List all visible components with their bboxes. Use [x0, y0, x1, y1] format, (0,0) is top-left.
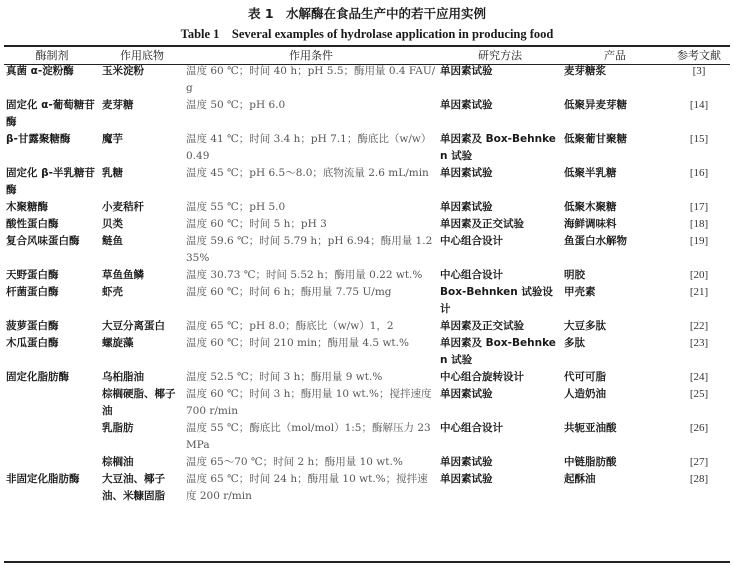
cell-method: 单因素试验	[440, 99, 493, 111]
cell-method: 单因素试验	[440, 201, 493, 213]
cell-substrate: 虾壳	[102, 286, 123, 298]
cell-method: 单因素及 Box-Behnken 试验	[440, 133, 556, 162]
cell-product: 低聚葡甘聚糖	[564, 133, 627, 145]
cell-substrate: 乌桕脂油	[102, 371, 144, 383]
cell-method: 单因素试验	[440, 473, 493, 485]
cell-ref: [25]	[689, 388, 709, 400]
cell-enzyme: 非固定化脂肪酶	[6, 473, 80, 485]
cell-substrate: 棕榈硬脂、椰子油	[102, 388, 176, 417]
cell-condition: 温度 60 ℃；时间 210 min；酶用量 4.5 wt.%	[186, 337, 409, 349]
cell-ref: [27]	[689, 456, 709, 468]
header-substrate: 作用底物	[120, 48, 164, 62]
cell-product: 起酥油	[564, 473, 596, 485]
cell-product: 代可可脂	[564, 371, 606, 383]
table-row	[4, 454, 730, 471]
table-row	[4, 131, 730, 165]
cell-substrate: 大豆油、椰子油、米糠固脂	[102, 473, 165, 502]
cell-product: 中链脂肪酸	[564, 456, 617, 468]
cell-product: 低聚异麦芽糖	[564, 99, 627, 111]
cell-method: 中心组合设计	[440, 235, 503, 247]
table-row	[4, 63, 730, 97]
table-row	[4, 284, 730, 318]
cell-ref: [18]	[689, 218, 709, 230]
cell-condition: 温度 60 ℃；时间 40 h；pH 5.5；酶用量 0.4 FAU/g	[186, 65, 436, 94]
table-row	[4, 233, 730, 267]
table-row	[4, 97, 730, 131]
cell-enzyme: 复合风味蛋白酶	[6, 235, 80, 247]
table-row	[4, 216, 730, 233]
cell-condition: 温度 60 ℃；时间 3 h；酶用量 10 wt.%；搅拌速度 700 r/min	[186, 388, 432, 417]
cell-method: 单因素及 Box-Behnken 试验	[440, 337, 556, 366]
cell-substrate: 草鱼鱼鳞	[102, 269, 144, 281]
cell-substrate: 鲢鱼	[102, 235, 123, 247]
cell-condition: 温度 30.73 ℃；时间 5.52 h；酶用量 0.22 wt.%	[186, 269, 423, 281]
cell-product: 低聚半乳糖	[564, 167, 617, 179]
cell-enzyme: 木聚糖酶	[6, 201, 48, 213]
table-row	[4, 318, 730, 335]
cell-enzyme	[4, 454, 100, 471]
cell-enzyme: 固定化 α-葡萄糖苷酶	[6, 99, 95, 128]
cell-substrate: 贝类	[102, 218, 123, 230]
cell-product: 明胶	[564, 269, 585, 281]
table-row	[4, 471, 730, 505]
cell-substrate: 小麦秸秆	[102, 201, 144, 213]
cell-enzyme: 菠萝蛋白酶	[6, 320, 59, 332]
cell-condition: 温度 65 ℃；时间 24 h；酶用量 10 wt.%；搅拌速度 200 r/min	[186, 473, 428, 502]
table-row	[4, 267, 730, 284]
table-title-cn: 表 1 水解酶在食品生产中的若干应用实例	[247, 6, 487, 21]
cell-ref: [16]	[689, 167, 709, 179]
cell-enzyme: β-甘露聚糖酶	[6, 133, 71, 145]
cell-ref: [28]	[689, 473, 709, 485]
cell-method: 单因素试验	[440, 456, 493, 468]
cell-method: Box-Behnken 试验设计	[440, 286, 553, 315]
cell-substrate: 螺旋藻	[102, 337, 134, 349]
bottom-rule	[4, 561, 730, 563]
cell-condition: 温度 55 ℃；酶底比（mol/mol）1:5；酶解压力 23MPa	[186, 422, 431, 451]
table-row	[4, 199, 730, 216]
cell-condition: 温度 60 ℃；时间 6 h；酶用量 7.75 U/mg	[186, 286, 392, 298]
cell-product: 鱼蛋白水解物	[564, 235, 627, 247]
cell-product: 海鲜调味料	[564, 218, 617, 230]
cell-ref: [21]	[689, 286, 709, 298]
cell-substrate: 玉米淀粉	[102, 65, 144, 77]
cell-enzyme	[4, 420, 100, 454]
cell-substrate: 魔芋	[102, 133, 123, 145]
table-row	[4, 386, 730, 420]
cell-method: 中心组合设计	[440, 269, 503, 281]
table-header-row	[4, 46, 730, 63]
cell-condition: 温度 59.6 ℃；时间 5.79 h；pH 6.94；酶用量 1.235%	[186, 235, 433, 264]
cell-condition: 温度 52.5 ℃；时间 3 h；酶用量 9 wt.%	[186, 371, 383, 383]
header-method: 研究方法	[478, 48, 522, 62]
table-row	[4, 165, 730, 199]
cell-condition: 温度 41 ℃；时间 3.4 h；pH 7.1；酶底比（w/w）0.49	[186, 133, 432, 162]
cell-product: 大豆多肽	[564, 320, 606, 332]
hydrolase-table	[4, 46, 730, 505]
cell-ref: [3]	[692, 65, 706, 77]
cell-ref: [15]	[689, 133, 709, 145]
cell-condition: 温度 50 ℃；pH 6.0	[186, 99, 286, 111]
cell-ref: [22]	[689, 320, 709, 332]
cell-enzyme: 天野蛋白酶	[6, 269, 59, 281]
table-row	[4, 420, 730, 454]
cell-method: 单因素试验	[440, 388, 493, 400]
header-product: 产品	[604, 48, 626, 62]
cell-ref: [20]	[689, 269, 709, 281]
cell-product: 低聚木聚糖	[564, 201, 617, 213]
cell-enzyme: 杆菌蛋白酶	[6, 286, 59, 298]
cell-method: 中心组合旋转设计	[440, 371, 524, 383]
cell-ref: [19]	[689, 235, 709, 247]
cell-product: 麦芽糖浆	[564, 65, 606, 77]
table-row	[4, 335, 730, 369]
cell-substrate: 乳糖	[102, 167, 123, 179]
cell-method: 单因素及正交试验	[440, 218, 524, 230]
cell-product: 甲壳素	[564, 286, 596, 298]
cell-enzyme: 固定化脂肪酶	[6, 371, 69, 383]
cell-method: 单因素试验	[440, 167, 493, 179]
cell-method: 单因素试验	[440, 65, 493, 77]
cell-condition: 温度 60 ℃；时间 5 h；pH 3	[186, 218, 327, 230]
cell-product: 人造奶油	[564, 388, 606, 400]
cell-condition: 温度 55 ℃；pH 5.0	[186, 201, 286, 213]
cell-enzyme	[4, 386, 100, 420]
cell-ref: [14]	[689, 99, 709, 111]
cell-ref: [26]	[689, 422, 709, 434]
cell-enzyme: 酸性蛋白酶	[6, 218, 59, 230]
cell-ref: [23]	[689, 337, 709, 349]
cell-substrate: 大豆分离蛋白	[102, 320, 165, 332]
cell-ref: [17]	[689, 201, 709, 213]
cell-product: 多肽	[564, 337, 585, 349]
cell-substrate: 棕榈油	[102, 456, 134, 468]
cell-enzyme: 木瓜蛋白酶	[6, 337, 59, 349]
cell-enzyme: 固定化 β-半乳糖苷酶	[6, 167, 96, 196]
cell-condition: 温度 65～70 ℃；时间 2 h；酶用量 10 wt.%	[186, 456, 403, 468]
header-enzyme: 酶制剂	[35, 48, 69, 62]
cell-condition: 温度 45 ℃；pH 6.5～8.0；底物流量 2.6 mL/min	[186, 167, 429, 179]
cell-enzyme: 真菌 α-淀粉酶	[6, 65, 74, 77]
table-title-en: Table 1 Several examples of hydrolase application in producing food	[180, 27, 554, 41]
header-condition: 作用条件	[289, 48, 333, 62]
header-ref: 参考文献	[677, 48, 721, 62]
cell-ref: [24]	[689, 371, 709, 383]
cell-condition: 温度 65 ℃；pH 8.0；酶底比（w/w）1，2	[186, 320, 394, 332]
cell-substrate: 乳脂肪	[102, 422, 134, 434]
table-row	[4, 369, 730, 386]
cell-method: 中心组合设计	[440, 422, 503, 434]
cell-method: 单因素及正交试验	[440, 320, 524, 332]
cell-product: 共轭亚油酸	[564, 422, 617, 434]
cell-substrate: 麦芽糖	[102, 99, 134, 111]
